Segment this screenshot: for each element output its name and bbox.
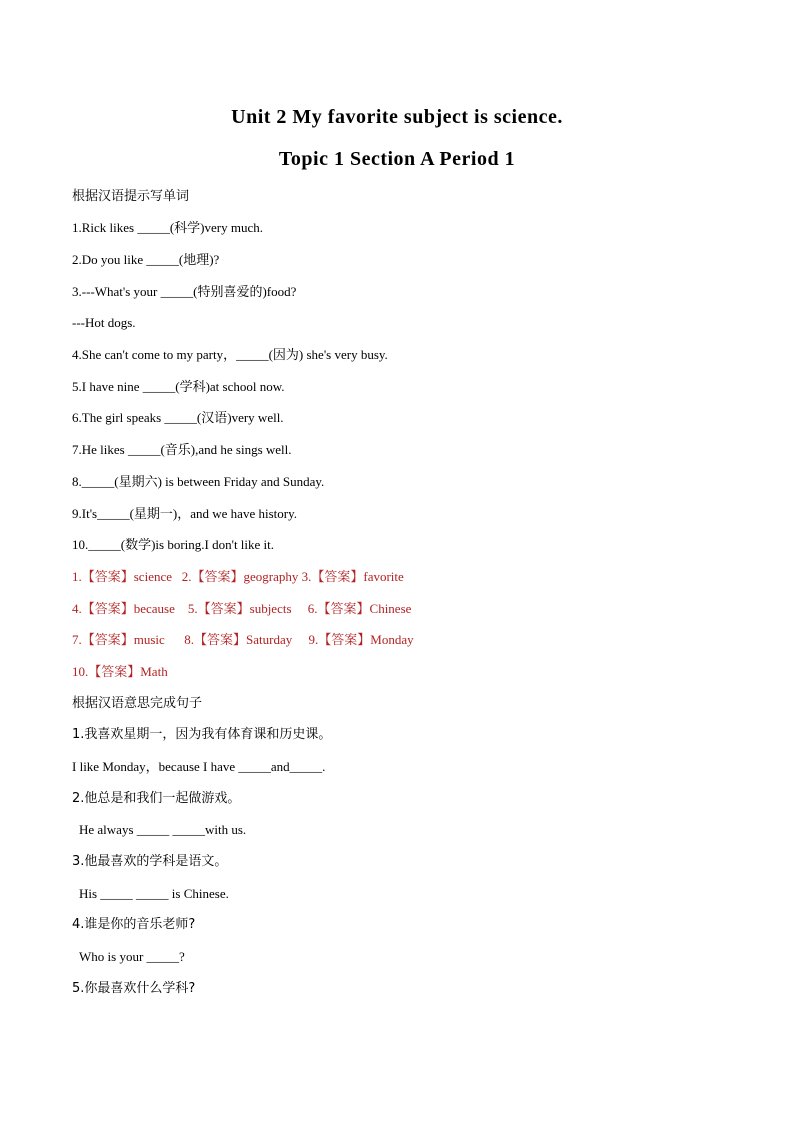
- answer-line: 10.【答案】Math: [72, 664, 168, 679]
- exercise-line: 4.She can't come to my party，_____(因为) she's very busy.: [72, 347, 388, 362]
- page-subtitle: Topic 1 Section A Period 1: [278, 148, 516, 170]
- section2-heading: 根据汉语意思完成句子: [72, 696, 203, 711]
- exercise-line: 2.Do you like _____(地理)?: [72, 252, 220, 267]
- page-title: Unit 2 My favorite subject is science.: [231, 106, 563, 128]
- answer-line: 4.【答案】because 5.【答案】subjects 6.【答案】Chinese: [72, 601, 412, 616]
- exercise-line: 10._____(数学)is boring.I don't like it.: [72, 537, 275, 552]
- exercise-line: His _____ _____ is Chinese.: [79, 886, 229, 901]
- section1-heading: 根据汉语提示写单词: [72, 189, 190, 204]
- exercise-line: He always _____ _____with us.: [79, 822, 247, 837]
- exercise-line: 4.谁是你的音乐老师?: [72, 917, 196, 932]
- exercise-line: 1.Rick likes _____(科学)very much.: [72, 220, 263, 235]
- exercise-line: 5.你最喜欢什么学科?: [72, 981, 196, 996]
- exercise-line: Who is your _____?: [79, 949, 185, 964]
- exercise-line: 2.他总是和我们一起做游戏。: [72, 791, 241, 806]
- exercise-line: 8._____(星期六) is between Friday and Sunday.: [72, 474, 325, 489]
- exercise-line: 7.He likes _____(音乐),and he sings well.: [72, 442, 292, 457]
- exercise-line: I like Monday，because I have _____and_____.: [72, 759, 326, 774]
- exercise-line: ---Hot dogs.: [72, 315, 136, 330]
- exercise-line: 3.---What's your _____(特别喜爱的)food?: [72, 284, 297, 299]
- answer-line: 7.【答案】music 8.【答案】Saturday 9.【答案】Monday: [72, 632, 414, 647]
- exercise-line: 3.他最喜欢的学科是语文。: [72, 854, 228, 869]
- exercise-line: 9.It's_____(星期一)，and we have history.: [72, 506, 297, 521]
- exercise-line: 5.I have nine _____(学科)at school now.: [72, 379, 285, 394]
- exercise-line: 6.The girl speaks _____(汉语)very well.: [72, 410, 284, 425]
- answer-line: 1.【答案】science 2.【答案】geography 3.【答案】favorite: [72, 569, 404, 584]
- exercise-line: 1.我喜欢星期一，因为我有体育课和历史课。: [72, 727, 332, 742]
